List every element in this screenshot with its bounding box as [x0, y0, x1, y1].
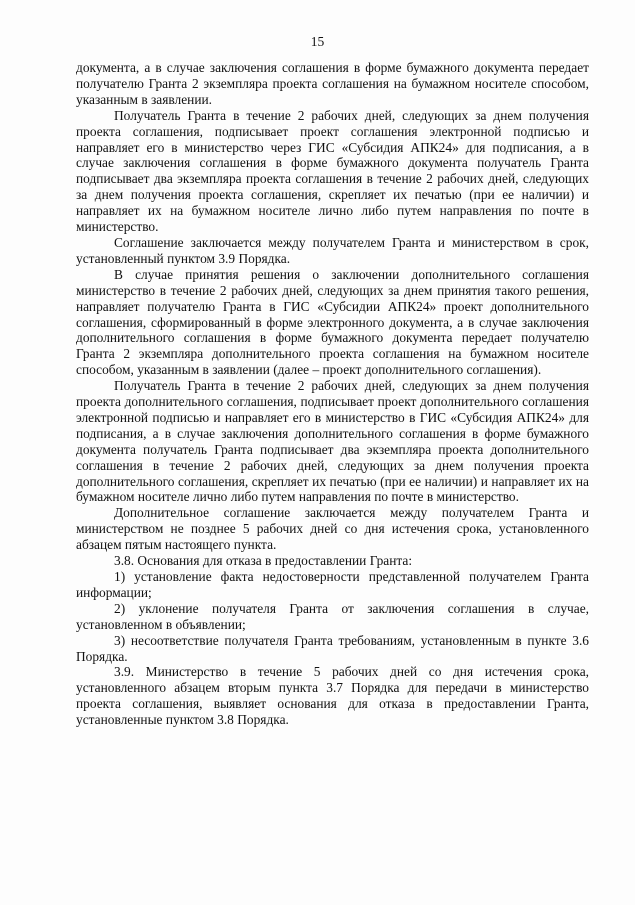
paragraph: Получатель Гранта в течение 2 рабочих дней, следующих за днем получения проекта соглашения, подписывает проект соглашения электронной подписью и направляет его в министерство через ГИС «Субсидия АПК24» для подписания, а в случае заключения соглашения в форме бумажного документа получатель Гранта подписывает два экземпляра проекта соглашения в течение 2 рабочих дней, следующих за днем получения проекта соглашения, скрепляет их печатью (при ее наличии) и направляет их на бумажном носителе лично либо путем направления по почте в министерство. [76, 107, 589, 235]
paragraph: Соглашение заключается между получателем Гранта и министерством в срок, установленный пунктом 3.9 Порядка. [76, 234, 589, 266]
paragraph: В случае принятия решения о заключении дополнительного соглашения министерство в течение 2 рабочих дней, следующих за днем принятия такого решения, направляет получателю Гранта в ГИС «Субсидии АПК24» проект дополнительного соглашения, сформированный в форме электронного документа, а в случае заключения дополнительного соглашения в форме бумажного документа передает получателю Гранта 2 экземпляра дополнительного проекта соглашения на бумажном носителе способом, указанным в заявлении (далее – проект дополнительного соглашения). [76, 266, 589, 378]
paragraph: Получатель Гранта в течение 2 рабочих дней, следующих за днем получения проекта дополнительного соглашения, подписывает проект дополнительного соглашения электронной подписью и направляет его в министерство в ГИС «Субсидия АПК24» для подписания, а в случае заключения дополнительного соглашения в форме бумажного документа получатель Гранта подписывает два экземпляра проекта дополнительного соглашения в течение 2 рабочих дней, следующих за днем получения проекта дополнительного соглашения, скрепляет их печатью (при ее наличии) и направляет их на бумажном носителе лично либо путем направления по почте в министерство. [76, 378, 589, 505]
page-number: 15 [310, 34, 325, 49]
document-body [76, 60, 589, 728]
section-heading: 3.8. Основания для отказа в предоставлении Гранта: [114, 553, 413, 569]
list-item: 2) уклонение получателя Гранта от заключения соглашения в случае, установленном в объявлении; [76, 600, 589, 632]
paragraph: 3.9. Министерство в течение 5 рабочих дней со дня истечения срока, установленного абзацем вторым пункта 3.7 Порядка для передачи в министерство проекта соглашения, выявляет основания для отказа в предоставлении Гранта, установленные пунктом 3.8 Порядка. [76, 664, 589, 728]
list-item: 1) установление факта недостоверности представленной получателем Гранта информации; [76, 569, 589, 600]
paragraph: Дополнительное соглашение заключается между получателем Гранта и министерством не позднее 5 рабочих дней со дня истечения срока, установленного абзацем пятым настоящего пункта. [76, 505, 589, 553]
paragraph: документа, а в случае заключения соглашения в форме бумажного документа передает получателю Гранта 2 экземпляра проекта соглашения на бумажном носителе способом, указанным в заявлении. [76, 60, 589, 107]
list-item: 3) несоответствие получателя Гранта требованиям, установленным в пункте 3.6 Порядка. [76, 632, 589, 664]
